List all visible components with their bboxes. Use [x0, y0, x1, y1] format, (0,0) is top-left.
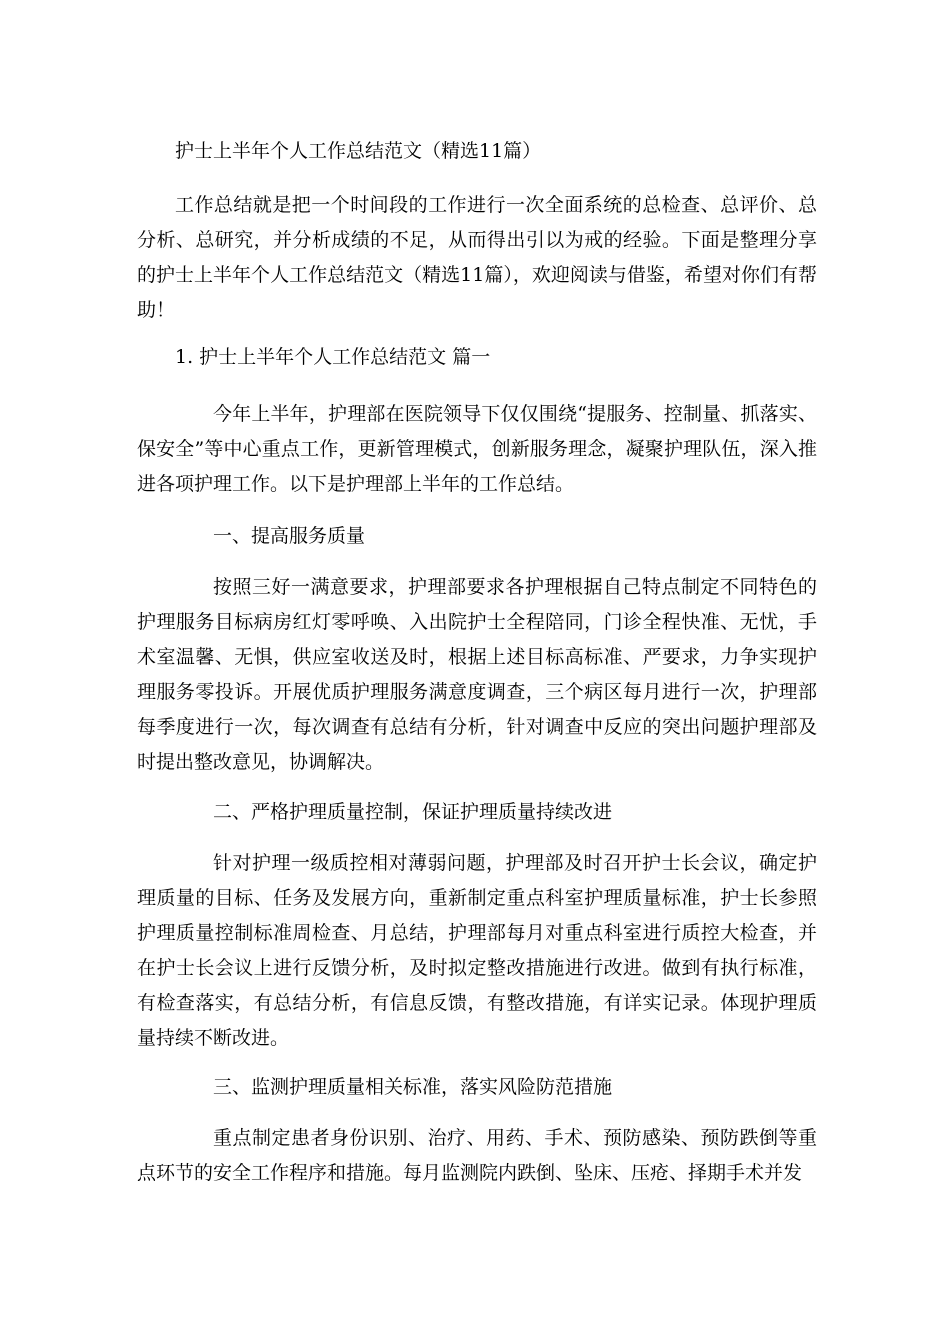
- section-heading-1: 一、提高服务质量: [213, 525, 366, 547]
- paragraph-opening: 今年上半年，护理部在医院领导下仅仅围绕“提服务、控制量、抓落实、保安全”等中心重点工作，更新管理模式，创新服务理念，凝聚护理队伍，深入推进各项护理工作。以下是护理部上半年的工作总结。: [137, 403, 817, 495]
- section-heading-2: 二、严格护理质量控制，保证护理质量持续改进: [213, 801, 613, 823]
- paragraph-section-2: 针对护理一级质控相对薄弱问题，护理部及时召开护士长会议，确定护理质量的目标、任务及发展方向，重新制定重点科室护理质量标准，护士长参照护理质量控制标准周检查、月总结，护理部每月对重点科室进行质控大检查，并在护士长会议上进行反馈分析，及时拟定整改措施进行改进。做到有执行标准，有检查落实，有总结分析，有信息反馈，有整改措施，有详实记录。体现护理质量持续不断改进。: [137, 852, 817, 1049]
- paragraph-section-3: 重点制定患者身份识别、治疗、用药、手术、预防感染、预防跌倒等重点环节的安全工作程序和措施。每月监测院内跌倒、坠床、压疮、择期手术并发: [137, 1127, 817, 1184]
- article-heading: 1. 护士上半年个人工作总结范文 篇一: [175, 346, 491, 368]
- intro-paragraph: 工作总结就是把一个时间段的工作进行一次全面系统的总检查、总评价、总分析、总研究，并分析成绩的不足，从而得出引以为戒的经验。下面是整理分享的护士上半年个人工作总结范文（精选11篇），欢迎阅读与借鉴，希望对你们有帮助！: [137, 194, 817, 321]
- paragraph-section-1: 按照三好一满意要求，护理部要求各护理根据自己特点制定不同特色的护理服务目标病房红灯零呼唤、入出院护士全程陪同，门诊全程快准、无忧，手术室温馨、无惧，供应室收送及时，根据上述目标高标准、严要求，力争实现护理服务零投诉。开展优质护理服务满意度调查，三个病区每月进行一次，护理部每季度进行一次，每次调查有总结有分析，针对调查中反应的突出问题护理部及时提出整改意见，协调解决。: [137, 576, 817, 773]
- section-heading-3: 三、监测护理质量相关标准，落实风险防范措施: [213, 1076, 613, 1098]
- document-title: 护士上半年个人工作总结范文（精选11篇）: [175, 140, 542, 162]
